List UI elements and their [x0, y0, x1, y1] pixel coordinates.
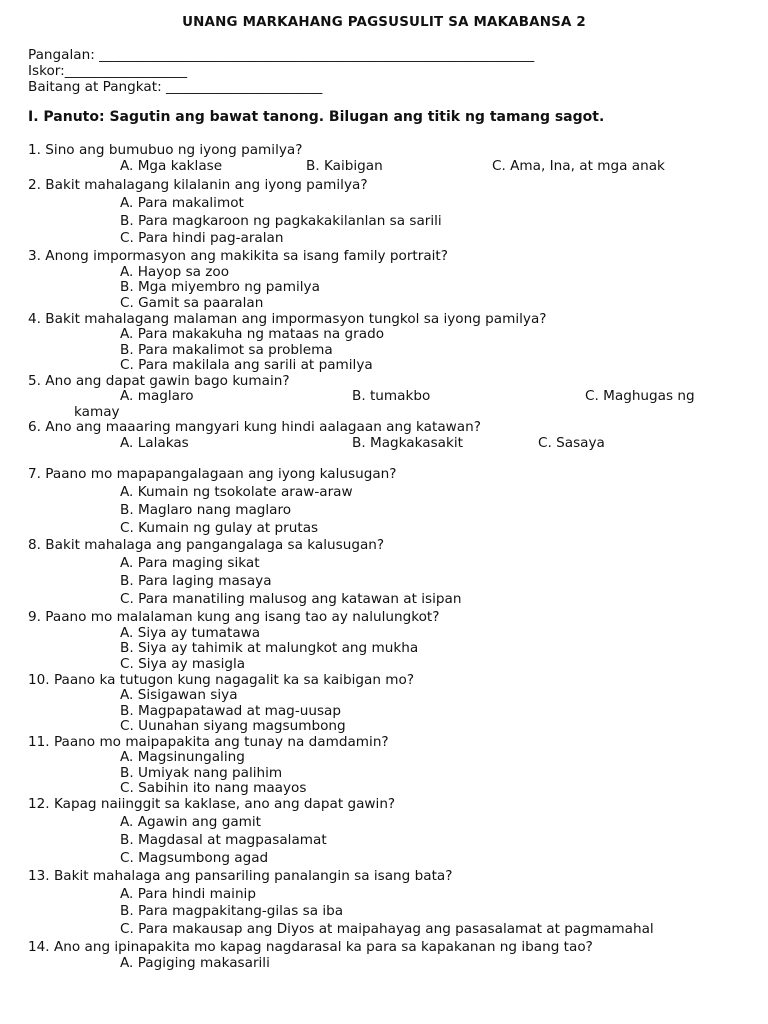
question-8: 8. Bakit mahalaga ang pangangalaga sa kalusugan? — [28, 537, 385, 553]
exam-title: UNANG MARKAHANG PAGSUSULIT SA MAKABANSA 2 — [182, 15, 586, 30]
name-field: Pangalan: ________________________________________________________________ — [28, 47, 535, 63]
q3-option-c: C. Gamit sa paaralan — [120, 295, 264, 311]
question-11: 11. Paano mo maipapakita ang tunay na damdamin? — [28, 734, 389, 750]
question-6: 6. Ano ang maaaring mangyari kung hindi aalagaan ang katawan? — [28, 419, 481, 435]
q7-option-b: B. Maglaro nang maglaro — [120, 502, 292, 518]
q1-option-a: A. Mga kaklase — [120, 158, 223, 174]
q8-option-a: A. Para maging sikat — [120, 555, 260, 571]
q8-option-c: C. Para manatiling malusog ang katawan at isipan — [120, 591, 462, 607]
q9-option-b: B. Siya ay tahimik at malungkot ang mukha — [120, 640, 419, 656]
q11-option-c: C. Sabihin ito nang maayos — [120, 780, 307, 796]
q2-option-a: A. Para makalimot — [120, 195, 244, 211]
q2-option-b: B. Para magkaroon ng pagkakakilanlan sa sarili — [120, 213, 442, 229]
grade-section-field: Baitang at Pangkat: _______________________ — [28, 79, 323, 95]
question-14: 14. Ano ang ipinapakita mo kapag nagdarasal ka para sa kapakanan ng ibang tao? — [28, 939, 593, 955]
q5-option-c: C. Maghugas ng — [585, 388, 695, 404]
question-3: 3. Anong impormasyon ang makikita sa isang family portrait? — [28, 248, 448, 264]
q2-option-c: C. Para hindi pag-aralan — [120, 230, 284, 246]
question-12: 12. Kapag naiinggit sa kaklase, ano ang dapat gawin? — [28, 796, 396, 812]
q10-option-a: A. Sisigawan siya — [120, 687, 238, 703]
question-7: 7. Paano mo mapapangalagaan ang iyong kalusugan? — [28, 466, 397, 482]
q4-option-b: B. Para makalimot sa problema — [120, 342, 333, 358]
question-13: 13. Bakit mahalaga ang pansariling panalangin sa isang bata? — [28, 868, 453, 884]
q6-option-b: B. Magkakasakit — [352, 435, 463, 451]
q3-option-b: B. Mga miyembro ng pamilya — [120, 279, 320, 295]
q13-option-c: C. Para makausap ang Diyos at maipahayag ang pasasalamat at pagmamahal — [120, 921, 654, 937]
q10-option-b: B. Magpapatawad at mag-uusap — [120, 703, 341, 719]
q13-option-b: B. Para magpakitang-gilas sa iba — [120, 903, 344, 919]
q12-option-c: C. Magsumbong agad — [120, 850, 269, 866]
q3-option-a: A. Hayop sa zoo — [120, 264, 230, 280]
question-10: 10. Paano ka tutugon kung nagagalit ka sa kaibigan mo? — [28, 672, 415, 688]
question-4: 4. Bakit mahalagang malaman ang impormasyon tungkol sa iyong pamilya? — [28, 311, 547, 327]
question-2: 2. Bakit mahalagang kilalanin ang iyong pamilya? — [28, 177, 368, 193]
q5-option-b: B. tumakbo — [352, 388, 431, 404]
q5-option-a: A. maglaro — [120, 388, 194, 404]
question-5: 5. Ano ang dapat gawin bago kumain? — [28, 373, 290, 389]
instruction: I. Panuto: Sagutin ang bawat tanong. Bilugan ang titik ng tamang sagot. — [28, 109, 605, 125]
q6-option-c: C. Sasaya — [538, 435, 605, 451]
question-1: 1. Sino ang bumubuo ng iyong pamilya? — [28, 142, 303, 158]
q11-option-b: B. Umiyak nang palihim — [120, 765, 283, 781]
q11-option-a: A. Magsinungaling — [120, 749, 245, 765]
q12-option-a: A. Agawin ang gamit — [120, 814, 261, 830]
q8-option-b: B. Para laging masaya — [120, 573, 272, 589]
q7-option-a: A. Kumain ng tsokolate araw-araw — [120, 484, 353, 500]
q5-option-c-wrap: kamay — [74, 404, 120, 420]
q9-option-c: C. Siya ay masigla — [120, 656, 246, 672]
q1-option-b: B. Kaibigan — [306, 158, 383, 174]
question-9: 9. Paano mo malalaman kung ang isang tao ay nalulungkot? — [28, 609, 440, 625]
q13-option-a: A. Para hindi mainip — [120, 886, 256, 902]
q6-option-a: A. Lalakas — [120, 435, 189, 451]
q10-option-c: C. Uunahan siyang magsumbong — [120, 718, 346, 734]
q1-option-c: C. Ama, Ina, at mga anak — [492, 158, 665, 174]
q14-option-a: A. Pagiging makasarili — [120, 955, 270, 971]
q12-option-b: B. Magdasal at magpasalamat — [120, 832, 327, 848]
q4-option-c: C. Para makilala ang sarili at pamilya — [120, 357, 373, 373]
q9-option-a: A. Siya ay tumatawa — [120, 625, 261, 641]
score-field: Iskor:__________________ — [28, 63, 188, 79]
q7-option-c: C. Kumain ng gulay at prutas — [120, 520, 319, 536]
q4-option-a: A. Para makakuha ng mataas na grado — [120, 326, 385, 342]
